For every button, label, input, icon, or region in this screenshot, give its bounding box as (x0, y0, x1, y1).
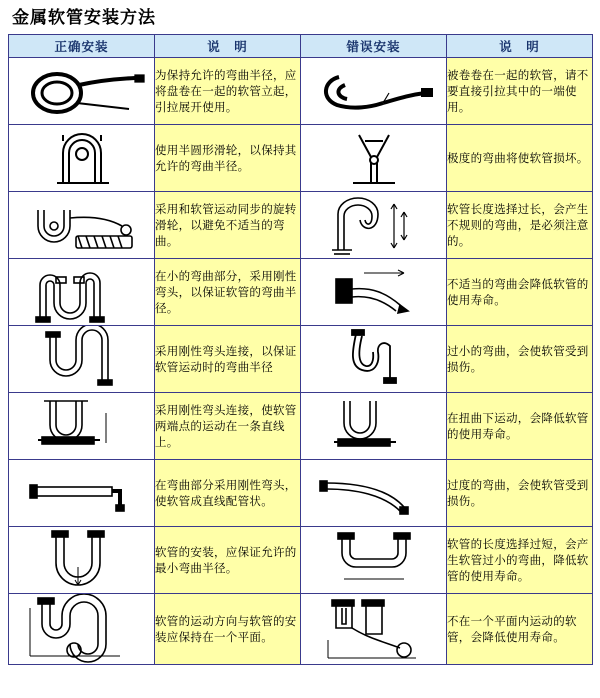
table-row (9, 58, 593, 125)
row-description: 极度的弯曲将使软管损坏。 (447, 125, 593, 192)
page-title: 金属软管安装方法 (12, 8, 156, 28)
improper-bend-figure (301, 259, 447, 326)
table-row (9, 594, 593, 665)
coiled-hose-pulled-figure (301, 58, 447, 125)
header-correct-install: 正确安装 (9, 35, 155, 58)
out-of-plane-motion-figure (301, 594, 447, 665)
row-description: 在小的弯曲部分，采用刚性弯头，以保证软管的弯曲半径。 (155, 259, 301, 326)
row-description: 软管的长度选择过短，会产生软管过小的弯曲，降低软管的使用寿命。 (447, 527, 593, 594)
table-row (9, 460, 593, 527)
table-row (9, 125, 593, 192)
header-correct-description: 说 明 (155, 35, 301, 58)
semicircular-sheave-figure (9, 125, 155, 192)
table-row (9, 527, 593, 594)
rigid-elbow-straight-line-figure (9, 393, 155, 460)
sharp-bend-sheave-figure (301, 125, 447, 192)
twisted-bend-motion-figure (301, 393, 447, 460)
synchronized-rotating-sheave-figure (9, 192, 155, 259)
excess-length-loop-figure (301, 192, 447, 259)
row-description: 采用和软管运动同步的旋转滑轮，以避免不适当的弯曲。 (155, 192, 301, 259)
row-description: 过小的弯曲，会使软管受到损伤。 (447, 326, 593, 393)
row-description: 采用刚性弯头连接，使软管两端点的运动在一条直线上。 (155, 393, 301, 460)
row-description: 使用半圆形滑轮，以保持其允许的弯曲半径。 (155, 125, 301, 192)
table-row (9, 192, 593, 259)
row-description: 在弯曲部分采用刚性弯头，使软管成直线配管状。 (155, 460, 301, 527)
minimum-bend-radius-install-figure (9, 527, 155, 594)
table-row (9, 326, 593, 393)
row-description: 不在一个平面内运动的软管，会降低使用寿命。 (447, 594, 593, 665)
row-description: 过度的弯曲，会使软管受到损伤。 (447, 460, 593, 527)
hose-installation-table (8, 34, 593, 665)
row-description: 为保持允许的弯曲半径，应将盘卷在一起的软管立起，引拉展开使用。 (155, 58, 301, 125)
table-header-row (9, 35, 593, 58)
row-description: 不适当的弯曲会降低软管的使用寿命。 (447, 259, 593, 326)
row-description: 在扭曲下运动，会降低软管的使用寿命。 (447, 393, 593, 460)
table-row (9, 393, 593, 460)
rigid-elbow-connection-figure (9, 326, 155, 393)
header-wrong-install: 错误安装 (301, 35, 447, 58)
too-small-bend-figure (301, 326, 447, 393)
row-description: 软管的安装，应保证允许的最小弯曲半径。 (155, 527, 301, 594)
excessive-bend-figure (301, 460, 447, 527)
short-length-bend-figure (301, 527, 447, 594)
same-plane-motion-figure (9, 594, 155, 665)
straight-pipe-rigid-elbow-figure (9, 460, 155, 527)
table-row (9, 259, 593, 326)
rigid-bend-small-radius-figure (9, 259, 155, 326)
row-description: 采用刚性弯头连接，以保证软管运动时的弯曲半径 (155, 326, 301, 393)
coiled-hose-roll-figure (9, 58, 155, 125)
row-description: 软管长度选择过长，会产生不规则的弯曲，是必须注意的。 (447, 192, 593, 259)
row-description: 软管的运动方向与软管的安装应保持在一个平面。 (155, 594, 301, 665)
header-wrong-description: 说 明 (447, 35, 593, 58)
row-description: 被卷卷在一起的软管，请不要直接引拉其中的一端使用。 (447, 58, 593, 125)
